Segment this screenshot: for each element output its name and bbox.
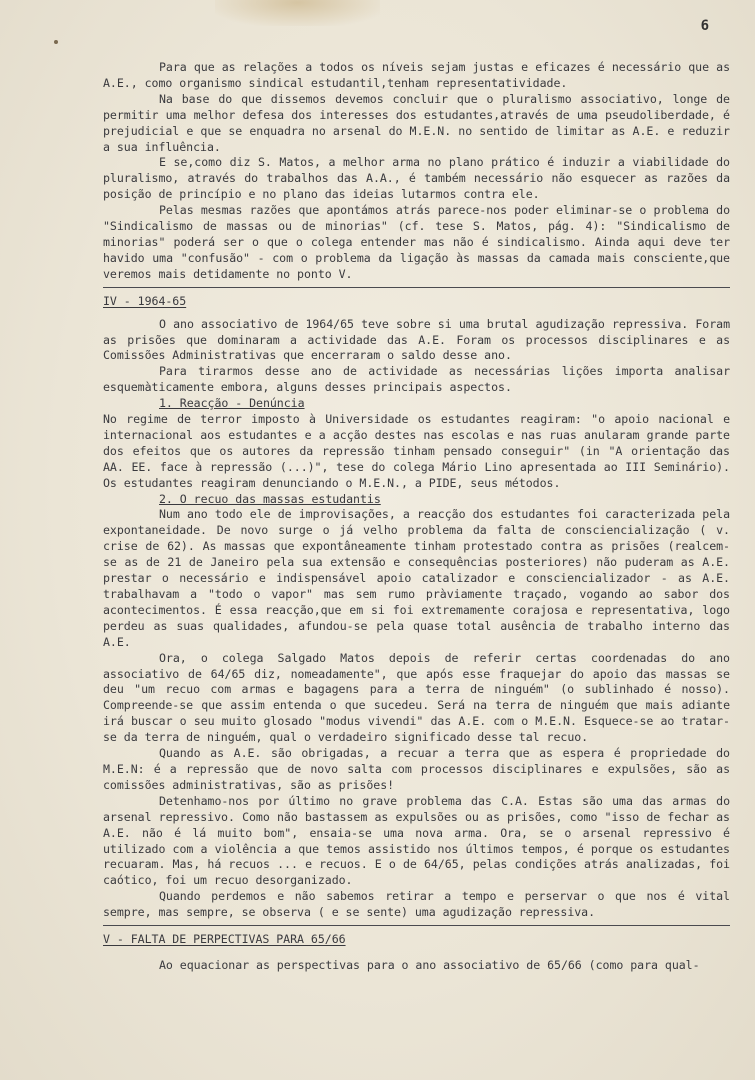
paragraph: Para que as relações a todos os níveis sejam justas e eficazes é necessário que as A.E., como organismo sindical estudantil,tenham representatividade. xyxy=(103,60,730,90)
section-title: V - FALTA DE PERPECTIVAS PARA 65/66 xyxy=(103,932,346,947)
paragraph: No regime de terror imposto à Universidade os estudantes reagiram: "o apoio nacional e internacional aos estudantes e a acção destes nas escolas e nas ruas anularam grande parte dos efeitos que os autores da repressão tinham pensado conseguir" (in "A orientação das AA. EE. face à repressão (...)", tese do colega Mário Lino apresentada ao III Seminário). Os estudantes reagiram denunciando o M.E.N., a PIDE, seus métodos. xyxy=(103,412,730,490)
paragraph: Para tirarmos desse ano de actividade as necessárias lições importa analisar esquemàticamente embora, alguns desses principais aspectos. xyxy=(103,364,730,395)
subheading-recuo xyxy=(103,492,730,508)
section-divider xyxy=(103,287,730,288)
section-title: IV - 1964-65 xyxy=(103,293,187,308)
paragraph: Ora, o colega Salgado Matos depois de referir certas coordenadas do ano associativo de 64/65 diz, nomeadamente", que após esse fraquejar do apoio das massas se deu "um recuo com armas e bagagens para a terra de ninguém" (o sublinhado é nosso). Compreende-se que assim entenda o que sucedeu. Será na terra de ninguém que mais adiante irá buscar o seu muito glosado "modus vivendi" das A.E. com o M.E.N. Esquece-se ao tratar-se da terra de ninguém, qual o verdadeiro significado desse tal recuo. xyxy=(103,650,730,745)
subheading-reaccao xyxy=(103,396,730,412)
paragraph: O ano associativo de 1964/65 teve sobre si uma brutal agudização repressiva. Foram as prisões que dominaram a actividade das A.E. Foram os processos disciplinares e as Comissões Administrativas que encerraram o saldo desse ano. xyxy=(103,316,730,363)
paragraph: Pelas mesmas razões que apontámos atrás parece-nos poder eliminar-se o problema do "Sindicalismo de massas ou de minorias" (cf. tese S. Matos, pág. 4): "Sindicalismo de minorias" poderá ser o que o colega entender mas não é sindicalismo. Ainda aqui deve ter havido uma "confusão" - com o problema da ligação às massas da camada mais consciente,que veremos mais detidamente no ponto V. xyxy=(103,203,730,281)
section-heading-iv xyxy=(103,294,730,310)
paragraph: E se,como diz S. Matos, a melhor arma no plano prático é induzir a viabilidade do pluralismo, através do trabalhos das A.A., é também necessário não esquecer as razões da posição de princípio e no plano das ideias lutarmos contra ele. xyxy=(103,155,730,202)
paragraph: Quando as A.E. são obrigadas, a recuar a terra que as espera é propriedade do M.E.N: é a repressão que de novo salta com processos disciplinares e expulsões, são as comissões administrativas, são as prisões! xyxy=(103,746,730,792)
subheading-title: 1. Reacção - Denúncia xyxy=(159,396,305,411)
document-body xyxy=(103,60,730,974)
page-number: 6 xyxy=(700,18,709,34)
paragraph: Ao equacionar as perspectivas para o ano associativo de 65/66 (como para qual- xyxy=(159,957,700,972)
section-divider xyxy=(103,925,730,926)
paper-stain xyxy=(215,0,380,26)
paragraph: Num ano todo ele de improvisações, a reacção dos estudantes foi caracterizada pela expontaneidade. De novo surge o já velho problema da falta de consciencialização ( v. crise de 62). As massas que expontâneamente tinham protestado contra as prisões (realcem-se as de 21 de Janeiro pela sua extensão e consequências posteriores) não puderam as A.E. prestar o necessário e indispensável apoio catalizador e consciencializador - as A.E. trabalhavam a "todo o vapor" mas sem rumo pràviamente traçado, vogando ao sabor dos acontecimentos. É essa reacção,que em si foi extremamente corajosa e representativa, logo perdeu as suas qualidades, afundou-se pela quase total ausência de trabalho interno das A.E. xyxy=(103,507,730,649)
paragraph: Detenhamo-nos por último no grave problema das C.A. Estas são uma das armas do arsenal repressivo. Como não bastassem as expulsões ou as prisões, como "isso de fechar as A.E. não é lá muito bom", ensaia-se uma nova arma. Ora, se o arsenal repressivo é utilizado com a violência a que temos assistido nos últimos tempos, é porque os estudantes recuaram. Mas, há recuos ... e recuos. E o de 64/65, pelas condições atrás analizadas, foi caótico, foi um recuo desorganizado. xyxy=(103,793,730,888)
section-heading-v xyxy=(103,932,730,948)
paragraph: Quando perdemos e não sabemos retirar a tempo e perservar o que nos é vital sempre, mas sempre, se observa ( e se sente) uma agudização repressiva. xyxy=(103,889,730,920)
paragraph: Na base do que dissemos devemos concluir que o pluralismo associativo, longe de permitir uma melhor defesa dos interesses dos estudantes,através de uma pseudoliberdade, é prejudicial e que se enquadra no arsenal do M.E.N. no sentido de limitar as A.E. e reduzir a sua influência. xyxy=(103,91,730,154)
ink-dot xyxy=(54,40,58,44)
subheading-title: 2. O recuo das massas estudantis xyxy=(159,491,381,506)
